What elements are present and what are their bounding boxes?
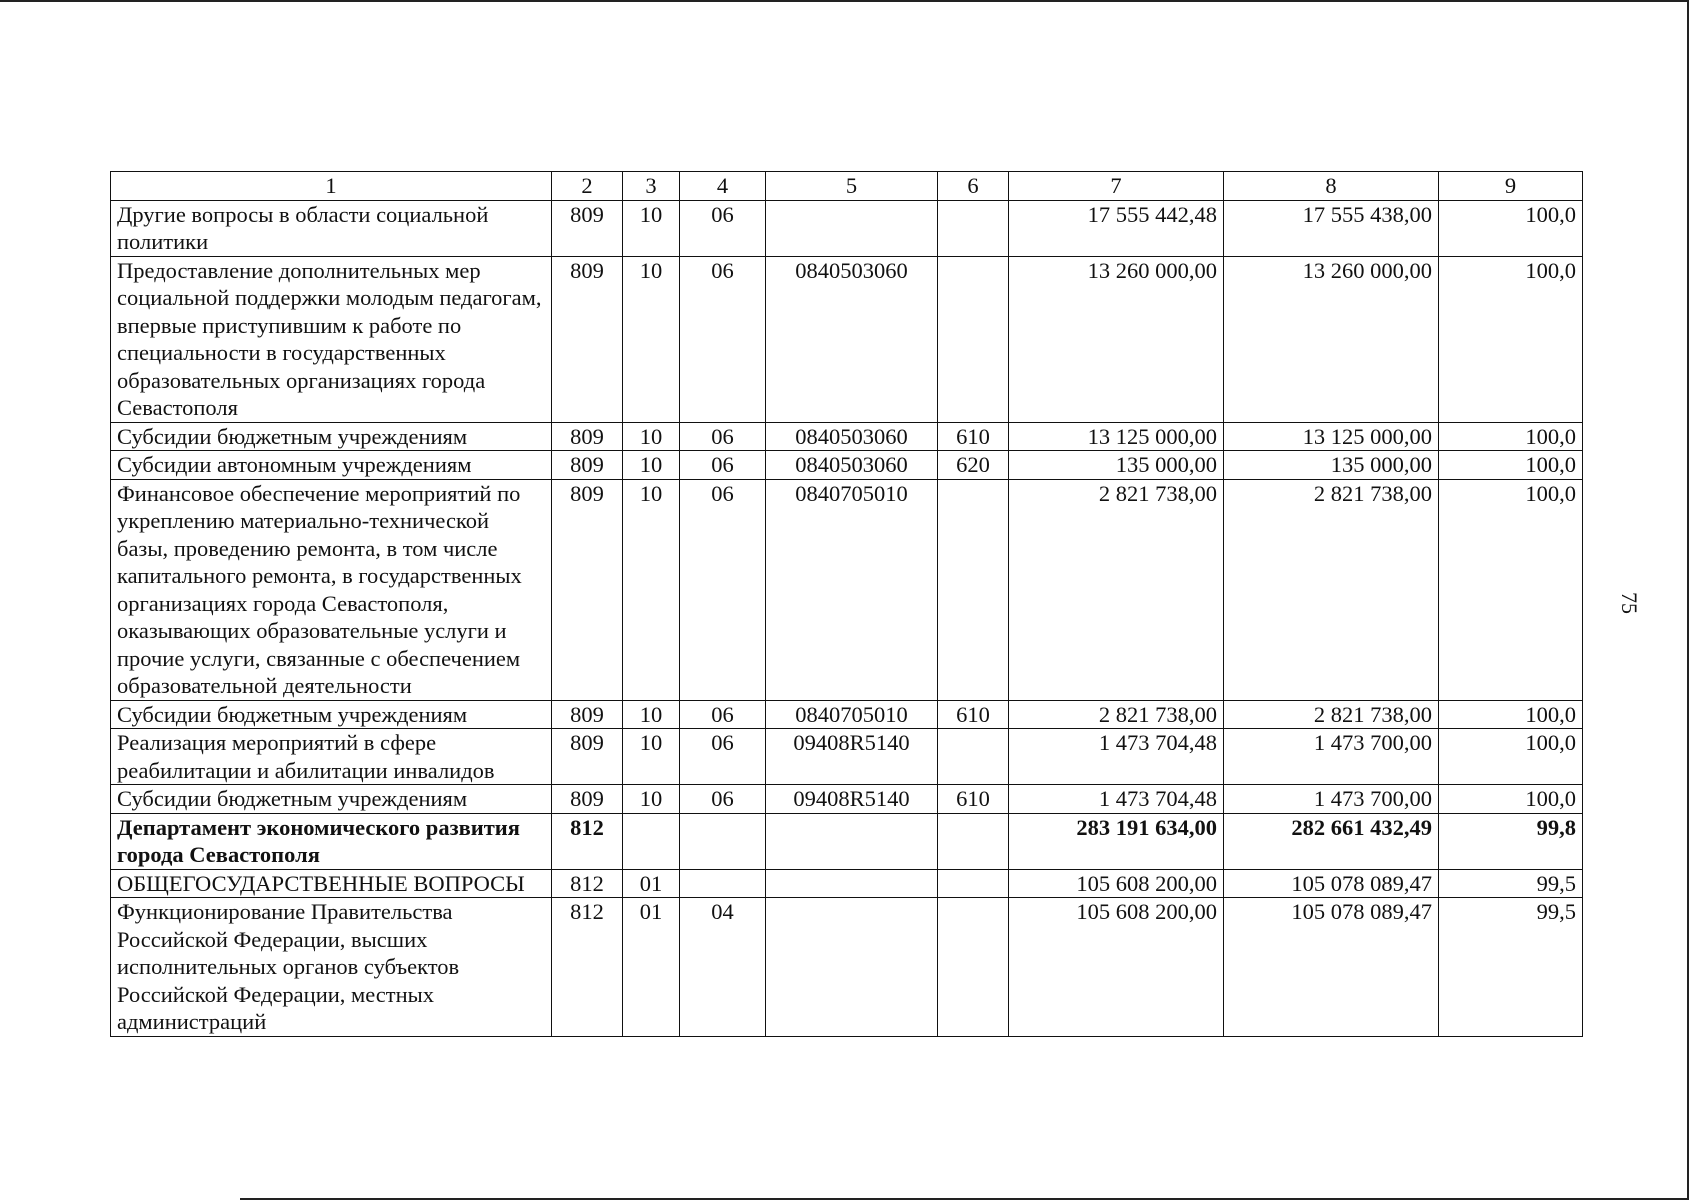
planned-amount-cell: 2 821 738,00 [1009,479,1224,700]
department-code-cell: 809 [552,451,623,480]
column-number: 6 [938,172,1009,201]
planned-amount-cell: 1 473 704,48 [1009,729,1224,785]
column-number-row [111,172,1583,201]
expense-type-cell [938,813,1009,869]
executed-amount-cell: 17 555 438,00 [1224,200,1439,256]
target-article-cell [766,869,938,898]
executed-amount-cell: 1 473 700,00 [1224,729,1439,785]
planned-amount-cell: 283 191 634,00 [1009,813,1224,869]
department-code-cell: 809 [552,422,623,451]
target-article-cell: 0840503060 [766,451,938,480]
execution-percent-cell: 100,0 [1439,422,1583,451]
target-article-cell [766,898,938,1037]
column-number: 5 [766,172,938,201]
execution-percent-cell: 99,5 [1439,869,1583,898]
table-row [111,422,1583,451]
planned-amount-cell: 17 555 442,48 [1009,200,1224,256]
subsection-code-cell: 06 [680,700,766,729]
section-code-cell: 10 [623,729,680,785]
page-number: 75 [1617,592,1642,614]
execution-percent-cell: 100,0 [1439,451,1583,480]
expense-type-cell [938,869,1009,898]
item-name-cell: Департамент экономического развития города Севастополя [111,813,552,869]
table-row [111,451,1583,480]
section-code-cell [623,813,680,869]
column-number: 2 [552,172,623,201]
item-name-cell: Реализация мероприятий в сфере реабилитации и абилитации инвалидов [111,729,552,785]
expense-type-cell [938,729,1009,785]
column-number: 8 [1224,172,1439,201]
item-name-cell: ОБЩЕГОСУДАРСТВЕННЫЕ ВОПРОСЫ [111,869,552,898]
subsection-code-cell: 06 [680,729,766,785]
section-code-cell: 01 [623,869,680,898]
column-number: 9 [1439,172,1583,201]
expense-type-cell: 610 [938,700,1009,729]
executed-amount-cell: 135 000,00 [1224,451,1439,480]
item-name-cell: Субсидии бюджетным учреждениям [111,422,552,451]
subsection-code-cell: 06 [680,451,766,480]
table-body [111,200,1583,1036]
execution-percent-cell: 100,0 [1439,729,1583,785]
section-code-cell: 10 [623,451,680,480]
section-code-cell: 10 [623,200,680,256]
table-row [111,700,1583,729]
subsection-code-cell [680,813,766,869]
table-row [111,479,1583,700]
planned-amount-cell: 13 125 000,00 [1009,422,1224,451]
column-number: 7 [1009,172,1224,201]
subsection-code-cell: 04 [680,898,766,1037]
item-name-cell: Предоставление дополнительных мер социальной поддержки молодым педагогам, впервые приступившим к работе по специальности в государственных образовательных организациях города Севастополя [111,256,552,422]
item-name-cell: Субсидии автономным учреждениям [111,451,552,480]
section-code-cell: 10 [623,422,680,451]
item-name-cell: Субсидии бюджетным учреждениям [111,700,552,729]
subsection-code-cell: 06 [680,422,766,451]
subsection-code-cell: 06 [680,785,766,814]
budget-table [110,171,1583,1037]
execution-percent-cell: 99,8 [1439,813,1583,869]
table-row [111,200,1583,256]
expense-type-cell [938,256,1009,422]
item-name-cell: Функционирование Правительства Российской Федерации, высших исполнительных органов субъектов Российской Федерации, местных администраций [111,898,552,1037]
subsection-code-cell: 06 [680,200,766,256]
section-code-cell: 10 [623,256,680,422]
execution-percent-cell: 100,0 [1439,200,1583,256]
planned-amount-cell: 1 473 704,48 [1009,785,1224,814]
table-row [111,256,1583,422]
executed-amount-cell: 105 078 089,47 [1224,869,1439,898]
target-article-cell: 0840705010 [766,700,938,729]
expense-type-cell: 620 [938,451,1009,480]
executed-amount-cell: 1 473 700,00 [1224,785,1439,814]
target-article-cell: 09408R5140 [766,785,938,814]
subsection-code-cell [680,869,766,898]
target-article-cell [766,200,938,256]
execution-percent-cell: 100,0 [1439,785,1583,814]
department-code-cell: 809 [552,479,623,700]
planned-amount-cell: 105 608 200,00 [1009,898,1224,1037]
target-article-cell: 0840503060 [766,422,938,451]
section-code-cell: 10 [623,785,680,814]
planned-amount-cell: 135 000,00 [1009,451,1224,480]
column-number: 4 [680,172,766,201]
column-number: 3 [623,172,680,201]
executed-amount-cell: 2 821 738,00 [1224,479,1439,700]
execution-percent-cell: 100,0 [1439,700,1583,729]
subsection-code-cell: 06 [680,256,766,422]
column-number: 1 [111,172,552,201]
execution-percent-cell: 100,0 [1439,256,1583,422]
section-code-cell: 10 [623,700,680,729]
table-row [111,869,1583,898]
item-name-cell: Другие вопросы в области социальной политики [111,200,552,256]
planned-amount-cell: 2 821 738,00 [1009,700,1224,729]
expense-type-cell [938,200,1009,256]
table-row [111,898,1583,1037]
section-code-cell: 01 [623,898,680,1037]
execution-percent-cell: 99,5 [1439,898,1583,1037]
table-row [111,729,1583,785]
target-article-cell: 0840503060 [766,256,938,422]
section-code-cell: 10 [623,479,680,700]
table-row [111,785,1583,814]
item-name-cell: Субсидии бюджетным учреждениям [111,785,552,814]
table-row [111,813,1583,869]
item-name-cell: Финансовое обеспечение мероприятий по укреплению материально-технической базы, проведению ремонта, в том числе капитального ремонта, в государственных организациях города Севастополя, оказывающих образовательные услуги и прочие услуги, связанные с обеспечением образовательной деятельности [111,479,552,700]
department-code-cell: 809 [552,785,623,814]
department-code-cell: 812 [552,898,623,1037]
department-code-cell: 809 [552,700,623,729]
expense-type-cell: 610 [938,785,1009,814]
executed-amount-cell: 13 260 000,00 [1224,256,1439,422]
executed-amount-cell: 2 821 738,00 [1224,700,1439,729]
page-border-top [0,0,1689,2]
executed-amount-cell: 282 661 432,49 [1224,813,1439,869]
department-code-cell: 809 [552,200,623,256]
executed-amount-cell: 13 125 000,00 [1224,422,1439,451]
target-article-cell: 09408R5140 [766,729,938,785]
target-article-cell: 0840705010 [766,479,938,700]
planned-amount-cell: 13 260 000,00 [1009,256,1224,422]
department-code-cell: 812 [552,869,623,898]
expense-type-cell: 610 [938,422,1009,451]
department-code-cell: 809 [552,256,623,422]
department-code-cell: 809 [552,729,623,785]
expense-type-cell [938,898,1009,1037]
department-code-cell: 812 [552,813,623,869]
execution-percent-cell: 100,0 [1439,479,1583,700]
executed-amount-cell: 105 078 089,47 [1224,898,1439,1037]
subsection-code-cell: 06 [680,479,766,700]
planned-amount-cell: 105 608 200,00 [1009,869,1224,898]
target-article-cell [766,813,938,869]
expense-type-cell [938,479,1009,700]
